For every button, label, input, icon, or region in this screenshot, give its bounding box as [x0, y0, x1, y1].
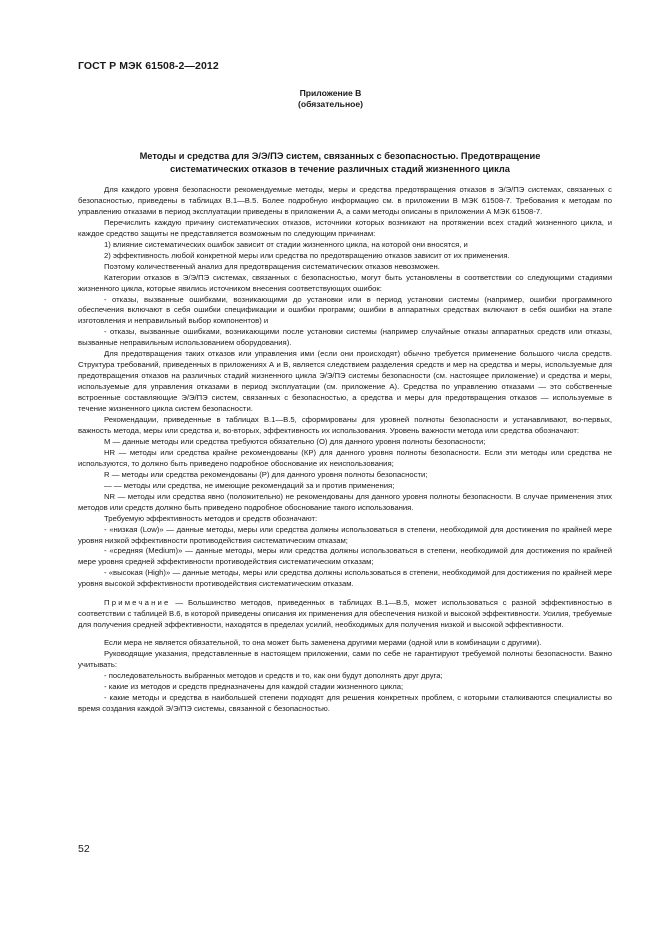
list-item: - «низкая (Low)» — данные методы, меры или средства должны использоваться в степени, необходимой для достижения по крайней мере уровня низкой эффективности противодействия систематическим отказам;: [78, 524, 612, 545]
section-title-line-2: систематических отказов в течение различных стадий жизненного цикла: [170, 163, 510, 174]
section-title: [90, 150, 590, 175]
note-label: Примечание: [104, 598, 171, 608]
definition-item: HR — методы или средства крайне рекомендованы (КР) для данного уровня полноты безопасности. Если эти методы или средства не используются, то должно быть приведено подробное обоснование их неиспользования;: [78, 447, 612, 468]
paragraph: Категории отказов в Э/Э/ПЭ системах, связанных с безопасностью, могут быть установлены в соответствии со следующими стадиями жизненного цикла, которые явились источником внесения соответствующих ошибок:: [78, 272, 612, 293]
section-title-line-1: Методы и средства для Э/Э/ПЭ систем, связанных с безопасностью. Предотвращение: [139, 151, 541, 161]
list-item: 2) эффективность любой конкретной меры или средства по предотвращению отказов зависит от их применения.: [104, 250, 510, 260]
list-item: - какие из методов и средств предназначены для каждой стадии жизненного цикла;: [104, 681, 404, 691]
definition-item: NR — методы или средства явно (положительно) не рекомендованы для данного уровня полноты безопасности. В случае применения этих методов или средств должно быть приведено подробное обоснование такого использования.: [78, 491, 612, 512]
definition-item: R — методы или средства рекомендованы (Р) для данного уровня полноты безопасности;: [104, 469, 428, 479]
list-item: 1) влияние систематических ошибок зависит от стадии жизненного цикла, на которой они вносятся, и: [104, 239, 468, 249]
list-item: - «средняя (Medium)» — данные методы, меры или средства должны использоваться в степени, необходимой для достижения по крайней мере уровня средней эффективности противодействия систематическим отказам;: [78, 546, 612, 567]
paragraph: Требуемую эффективность методов и средств обозначают:: [104, 513, 318, 523]
paragraph: Перечислить каждую причину систематических отказов, источники которых возникают на протяжении всех стадий жизненного цикла, и каждое средство защиты не представляется возможным по следующим причинам:: [78, 217, 612, 238]
paragraph: Для предотвращения таких отказов или управления ими (если они происходят) обычно требуется применение большого числа средств. Структура требований, приведенных в приложениях А и В, является следствием разделения средств и мер на средства и меры, используемые для предотвращения отказов на различных стадий жизненного цикла Э/Э/ПЭ системы безопасности (см. настоящее приложение) и средства и меры, используемые для управления отказами в период эксплуатации (см. приложение А). Средства по управлению отказами — это собственные встроенные составляющие Э/Э/ПЭ систем, связанных с безопасностью, а средства и меры для предотвращения отказов — используемые в течение жизненного цикла систем безопасности.: [78, 349, 612, 414]
paragraph: Рекомендации, приведенные в таблицах В.1—В.5, сформированы для уровней полноты безопасности и устанавливают, во-первых, важность метода, меры или средства и, во-вторых, эффективность их использования. Уровень важности метода или средства обозначают:: [78, 415, 612, 435]
list-item: - последовательность выбранных методов и средств и то, как они будут дополнять друг друга;: [104, 670, 443, 680]
appendix-subtitle: (обязательное): [297, 99, 364, 109]
list-item: - отказы, вызванные ошибками, возникающими до установки или в период установки системы (например, ошибки программного обеспечения включают в себя ошибки спецификации и ошибки программ; ошибки в аппаратных средствах включают в себя ошибки на этапе изготовления и неправильный выбор компонентов) и: [78, 294, 612, 326]
paragraph: Для каждого уровня безопасности рекомендуемые методы, меры и средства предотвращения отказов в Э/Э/ПЭ системах, связанных с безопасностью, приведены в таблицах В.1—В.5. Более подробную информацию см. в приложении В МЭК 61508-7. Требования к методам по управлению отказами в период эксплуатации приведены в приложении А, а сами методы описаны в приложении А МЭК 61508-7.: [78, 185, 612, 216]
list-item: - «высокая (High)» — данные методы, меры или средства должны использоваться в степени, необходимой для достижения по крайней мере уровня высокой эффективности противодействия систематическим отказам.: [78, 568, 612, 589]
paragraph: Руководящие указания, представленные в настоящем приложении, сами по себе не гарантируют требуемой полноты безопасности. Важно учитывать:: [78, 649, 612, 670]
paragraph: Поэтому количественный анализ для предотвращения систематических отказов невозможен.: [104, 261, 440, 271]
definition-item: М — данные методы или средства требуются обязательно (О) для данного уровня полноты безопасности;: [104, 436, 486, 446]
page-number: 52: [78, 843, 90, 855]
document-header: ГОСТ Р МЭК 61508-2—2012: [78, 60, 219, 72]
appendix-title: Приложение В: [299, 88, 362, 98]
paragraph: Если мера не является обязательной, то она может быть заменена другими мерами (одной или в комбинации с другими).: [104, 638, 542, 648]
body-text: [78, 185, 612, 715]
list-item: - отказы, вызванные ошибками, возникающими после установки системы (например случайные отказы аппаратных средств или отказы, вызванные неправильным использованием оборудования).: [78, 327, 612, 348]
note: [78, 598, 612, 631]
list-item: - какие методы и средства в наибольшей степени подходят для решения конкретных проблем, с которыми сталкиваются специалисты во время создания каждой Э/Э/ПЭ системы, связанной с безопасностью.: [78, 692, 612, 713]
definition-item: — — методы или средства, не имеющие рекомендаций за и против применения;: [104, 480, 395, 490]
note-text: — Большинство методов, приведенных в таблицах В.1—В.5, может использоваться с разной эффективностью в соответствии с таблицей В.6, в которой приведены описания их применения для обеспечения низкой и высокой эффективности. Усилия, требуемые для получения средней эффективности, находятся в пределах усилий, необходимых для получения низкой и высокой эффективности.: [78, 598, 613, 630]
